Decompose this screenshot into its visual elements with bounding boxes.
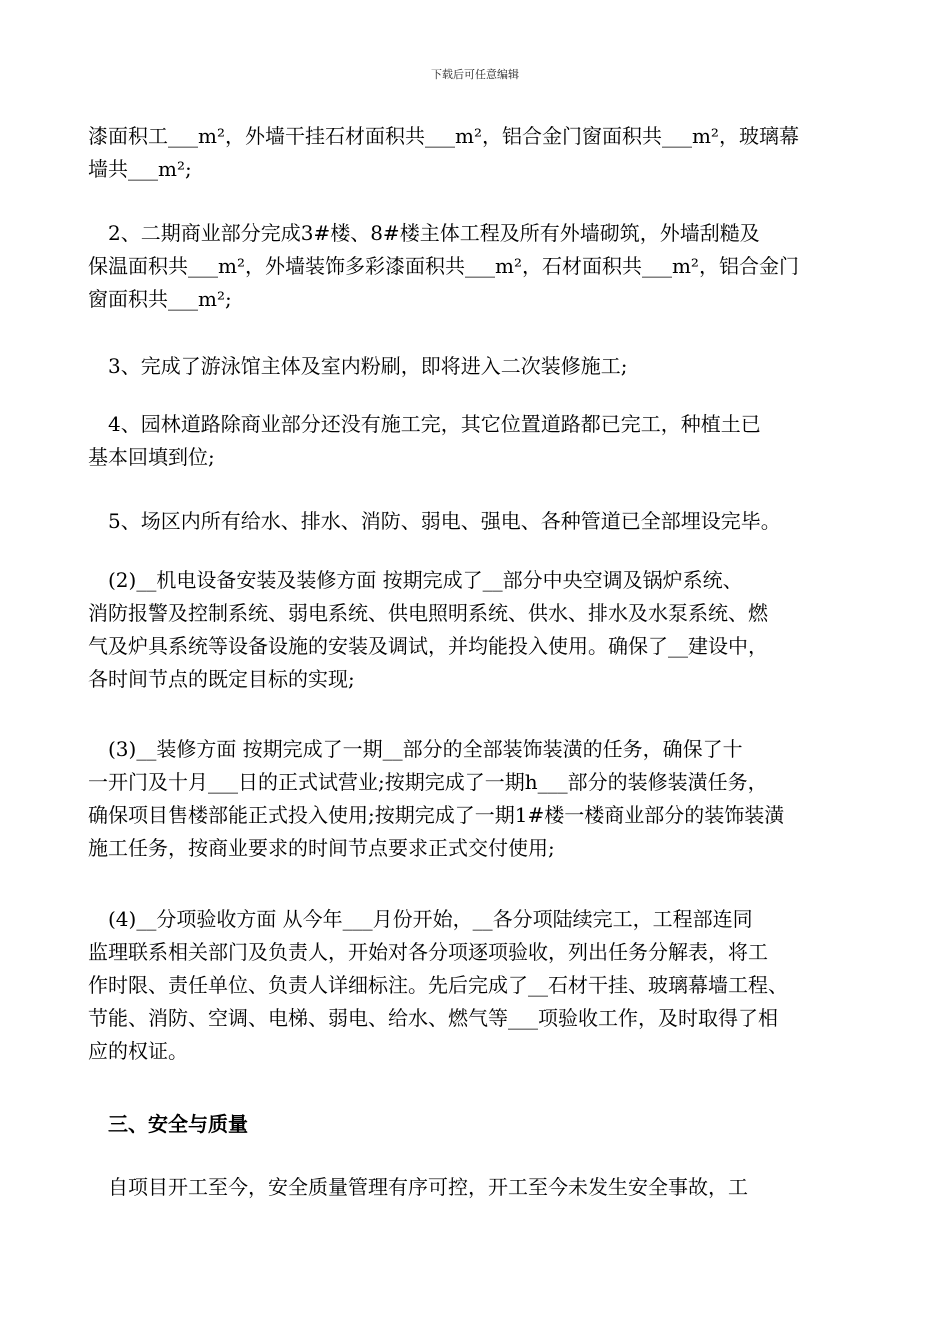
text-line: 3、完成了游泳馆主体及室内粉刷，即将进入二次装修施工; bbox=[88, 354, 628, 378]
section-heading-safety bbox=[88, 1108, 868, 1141]
text-line: 5、场区内所有给水、排水、消防、弱电、强电、各种管道已全部埋设完毕。 bbox=[88, 509, 781, 533]
text-line: 4、园林道路除商业部分还没有施工完，其它位置道路都已完工，种植土已 bbox=[88, 412, 761, 436]
paragraph-acceptance bbox=[88, 903, 868, 1068]
text-line: 施工任务，按商业要求的时间节点要求正式交付使用; bbox=[88, 836, 555, 860]
text-line: 墙共___m²; bbox=[88, 157, 192, 181]
paragraph-item-5 bbox=[88, 505, 868, 538]
paragraph-item-3 bbox=[88, 350, 868, 383]
text-line: 消防报警及控制系统、弱电系统、供电照明系统、供水、排水及水泵系统、燃 bbox=[88, 601, 768, 625]
text-line: (3)__装修方面 按期完成了一期__部分的全部装饰装潢的任务，确保了十 bbox=[88, 737, 743, 761]
paragraph-mep bbox=[88, 564, 868, 696]
text-line: 窗面积共___m²; bbox=[88, 287, 232, 311]
text-line: 三、安全与质量 bbox=[88, 1112, 248, 1136]
text-line: 监理联系相关部门及负责人，开始对各分项逐项验收，列出任务分解表，将工 bbox=[88, 940, 768, 964]
paragraph-areas-1 bbox=[88, 120, 868, 186]
text-line: 气及炉具系统等设备设施的安装及调试，并均能投入使用。确保了__建设中， bbox=[88, 634, 768, 658]
text-line: 漆面积工___m²，外墙干挂石材面积共___m²，铝合金门窗面积共___m²，玻璃幕 bbox=[88, 124, 799, 148]
paragraph-item-4 bbox=[88, 408, 868, 474]
text-line: (4)__分项验收方面 从今年___月份开始，__各分项陆续完工，工程部连同 bbox=[88, 907, 753, 931]
text-line: 节能、消防、空调、电梯、弱电、给水、燃气等___项验收工作，及时取得了相 bbox=[88, 1006, 778, 1030]
paragraph-safety bbox=[88, 1171, 868, 1204]
text-line: 保温面积共___m²，外墙装饰多彩漆面积共___m²，石材面积共___m²，铝合金门 bbox=[88, 254, 799, 278]
text-line: 2、二期商业部分完成3#楼、8#楼主体工程及所有外墙砌筑，外墙刮糙及 bbox=[88, 221, 760, 245]
text-line: 应的权证。 bbox=[88, 1039, 188, 1063]
text-line: 各时间节点的既定目标的实现; bbox=[88, 667, 355, 691]
text-line: 一开门及十月___日的正式试营业;按期完成了一期h___部分的装修装潢任务， bbox=[88, 770, 768, 794]
text-line: 自项目开工至今，安全质量管理有序可控，开工至今未发生安全事故，工 bbox=[88, 1175, 748, 1199]
text-line: 确保项目售楼部能正式投入使用;按期完成了一期1#楼一楼商业部分的装饰装潢 bbox=[88, 803, 785, 827]
paragraph-decoration bbox=[88, 733, 868, 865]
text-line: 作时限、责任单位、负责人详细标注。先后完成了__石材干挂、玻璃幕墙工程、 bbox=[88, 973, 788, 997]
text-line: (2)__机电设备安装及装修方面 按期完成了__部分中央空调及锅炉系统、 bbox=[88, 568, 743, 592]
paragraph-item-2 bbox=[88, 217, 868, 316]
page-header: 下载后可任意编辑 bbox=[431, 68, 519, 81]
text-line: 基本回填到位; bbox=[88, 445, 215, 469]
